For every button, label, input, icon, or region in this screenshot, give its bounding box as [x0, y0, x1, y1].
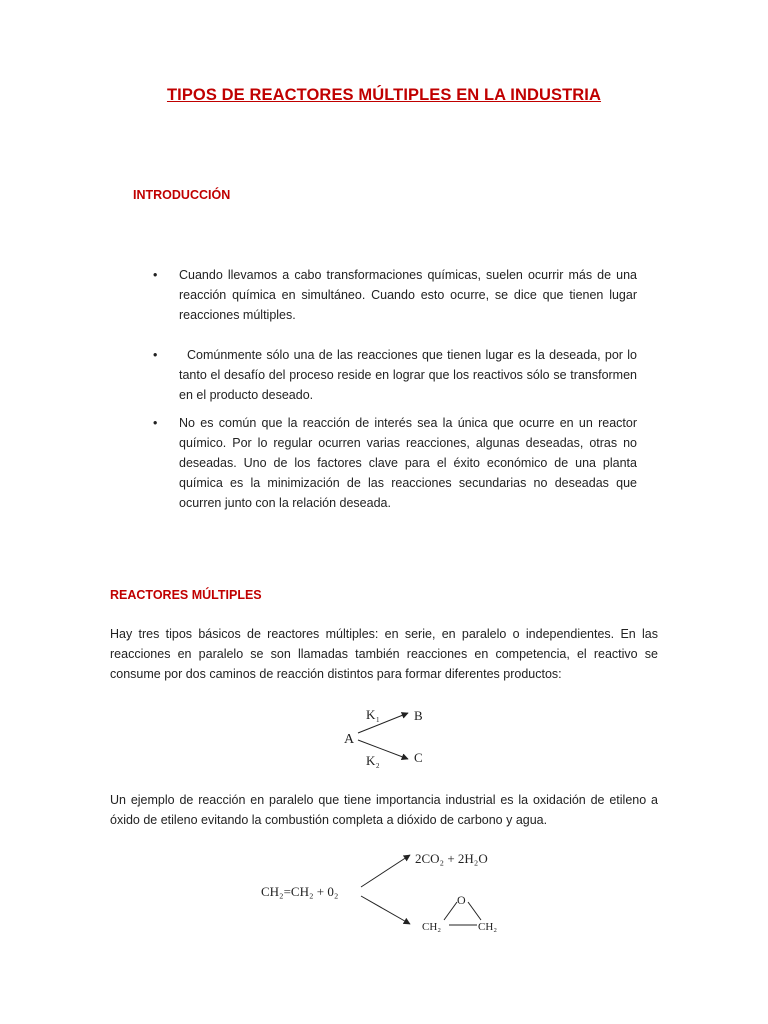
section-heading-reactores: REACTORES MÚLTIPLES — [110, 588, 262, 602]
document-title: TIPOS DE REACTORES MÚLTIPLES EN LA INDUSTRIA — [166, 86, 602, 104]
intro-bullet-1: Cuando llevamos a cabo transformaciones químicas, suelen ocurrir más de una reacción química en simultáneo. Cuando esto ocurre, se dice que tienen lugar reacciones múltiples. — [179, 268, 637, 322]
bullet-marker: • — [153, 348, 158, 362]
k1-label: K — [366, 707, 376, 722]
k1-subscript: 1 — [376, 716, 380, 724]
epoxide-bond-right — [468, 902, 481, 920]
bullet-marker: • — [153, 416, 158, 430]
epoxide-ch2-right: CH₂ — [478, 921, 498, 933]
arrow-to-combustion — [361, 855, 410, 887]
parallel-reaction-scheme — [330, 700, 440, 774]
product-c: C — [414, 750, 423, 765]
bullet-marker: • — [153, 268, 158, 282]
intro-bullet-2: Comúnmente sólo una de las reacciones que tienen lugar es la deseada, por lo tanto el desafío del proceso reside en lograr que los reactivos sólo se transformen en el producto deseado. — [179, 348, 637, 402]
epoxide-ch2-left: CH₂ — [422, 921, 442, 933]
reactant-a: A — [344, 732, 355, 747]
combustion-products: 2CO₂ + 2H₂O — [415, 851, 488, 866]
intro-heading: INTRODUCCIÓN — [133, 188, 231, 202]
k2-subscript: 2 — [376, 762, 380, 770]
ethylene-oxidation-scheme — [255, 840, 525, 940]
product-b: B — [414, 708, 423, 723]
paragraph-ejemplo: Un ejemplo de reacción en paralelo que tiene importancia industrial es la oxidación de etileno a óxido de etileno evitando la combustión completa a dióxido de carbono y agua. — [110, 793, 658, 827]
paragraph-tipos: Hay tres tipos básicos de reactores múltiples: en serie, en paralelo o independientes. En las reacciones en paralelo se son llamadas también reacciones en competencia, el reactivo se consume por dos caminos de reacción distintos para formar diferentes productos: — [110, 627, 658, 681]
k2-label: K — [366, 753, 376, 768]
intro-bullet-3: No es común que la reacción de interés sea la única que ocurre en un reactor químico. Por lo regular ocurren varias reacciones, algunas deseadas, otras no deseadas. Uno de los factores clave para el éxito económico de una planta química es la minimización de las reacciones secundarias no deseadas que ocurren junto con la relación deseada. — [179, 416, 637, 510]
ethylene-reactant: CH₂=CH₂ + 0₂ — [261, 884, 339, 899]
arrow-to-epoxide — [361, 896, 410, 924]
epoxide-oxygen: O — [457, 893, 466, 907]
epoxide-bond-left — [444, 902, 457, 920]
